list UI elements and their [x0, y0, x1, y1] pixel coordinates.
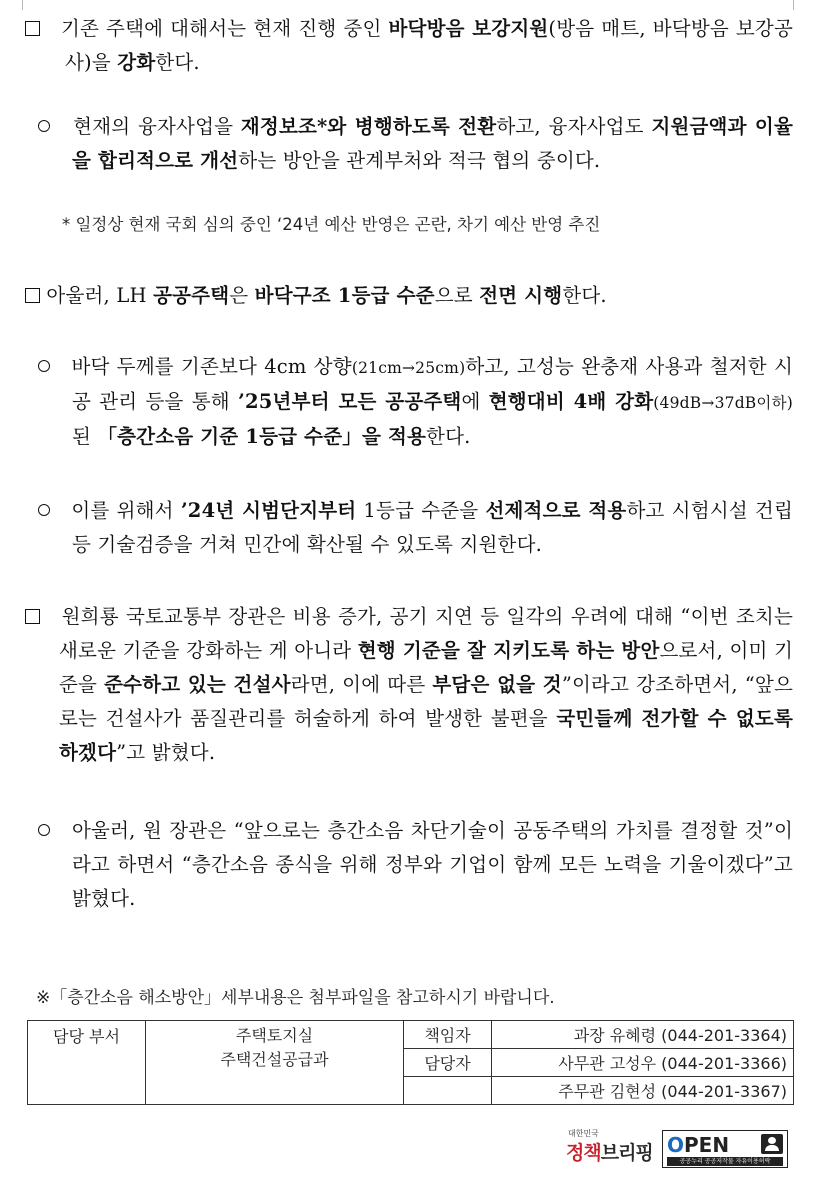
square-bullet-icon: [25, 609, 40, 624]
open-license-logo: OPEN 공공누리 공공저작물 자유이용허락: [662, 1130, 788, 1168]
person-cell: 과장 유혜령 (044-201-3364): [492, 1021, 794, 1049]
person-cell: 사무관 고성우 (044-201-3366): [492, 1049, 794, 1077]
crop-mark-left: [12, 0, 23, 10]
paragraph-minister-statement: 원희룡 국토교통부 장관은 비용 증가, 공기 지연 등 일각의 우려에 대해 “이번 조치는 새로운 기준을 강화하는 게 아니라 현행 기준을 잘 지키도록 하는 방안으로서, 이미 기준을 준수하고 있는 건설사라면, 이에 따른 부담은 없을 것”이라고 강조하면서, “앞으로는 건설사가 품질관리를 허술하게 하여 발생한 불편을 국민들께 전가할 수 없도록 하겠다”고 밝혔다.: [25, 600, 793, 770]
square-bullet-icon: [25, 288, 40, 303]
paragraph-pilot-complex: 이를 위해서 ’24년 시범단지부터 1등급 수준을 선제적으로 적용하고 시험시설 건립 등 기술검증을 거쳐 민간에 확산될 수 있도록 지원한다.: [38, 494, 793, 562]
circle-bullet-icon: [38, 360, 50, 372]
role-cell: [404, 1077, 492, 1105]
paragraph-loan-program: 현재의 융자사업을 재정보조*와 병행하도록 전환하고, 융자사업도 지원금액과 이율을 합리적으로 개선하는 방안을 관계부처와 적극 협의 중이다.: [38, 110, 793, 178]
attachment-reference: ※「층간소음 해소방안」세부내용은 첨부파일을 참고하시기 바랍니다.: [36, 988, 555, 1008]
role-cell: 책임자: [404, 1021, 492, 1049]
table-row: [28, 1021, 794, 1049]
circle-bullet-icon: [38, 504, 50, 516]
circle-bullet-icon: [38, 120, 50, 132]
paragraph-floor-thickness: 바닥 두께를 기존보다 4cm 상향(21cm→25cm)하고, 고성능 완충재 사용과 철저한 시공 관리 등을 통해 ’25년부터 모든 공공주택에 현행대비 4배 강화(49dB→37dB이하)된 「층간소음 기준 1등급 수준」을 적용한다.: [38, 350, 793, 454]
crop-mark-right: [793, 0, 804, 10]
office-cell: [146, 1021, 404, 1105]
circle-bullet-icon: [38, 824, 50, 836]
policy-briefing-logo: 대한민국 정책브리핑: [566, 1129, 653, 1164]
square-bullet-icon: [25, 21, 40, 36]
office-line-2: 주택건설공급과: [220, 1050, 329, 1069]
paragraph-minister-closing: 아울러, 원 장관은 “앞으로는 층간소음 차단기술이 공동주택의 가치를 결정할 것”이라고 하면서 “층간소음 종식을 위해 정부와 기업이 함께 모든 노력을 기울이겠다”고 밝혔다.: [38, 814, 793, 916]
office-line-1: 주택토지실: [235, 1026, 314, 1045]
role-cell: 담당자: [404, 1049, 492, 1077]
attribution-person-icon: [761, 1134, 783, 1154]
person-cell: 주무관 김현성 (044-201-3367): [492, 1077, 794, 1105]
paragraph-lh-public-housing: 아울러, LH 공공주택은 바닥구조 1등급 수준으로 전면 시행한다.: [25, 279, 793, 313]
contact-table: [27, 1020, 794, 1105]
dept-label-cell: 담당 부서: [28, 1021, 146, 1105]
footnote-budget: * 일정상 현재 국회 심의 중인 ‘24년 예산 반영은 곤란, 차기 예산 반영 추진: [62, 215, 601, 234]
paragraph-existing-housing: 기존 주택에 대해서는 현재 진행 중인 바닥방음 보강지원(방음 매트, 바닥방음 보강공사)을 강화한다.: [25, 12, 793, 80]
